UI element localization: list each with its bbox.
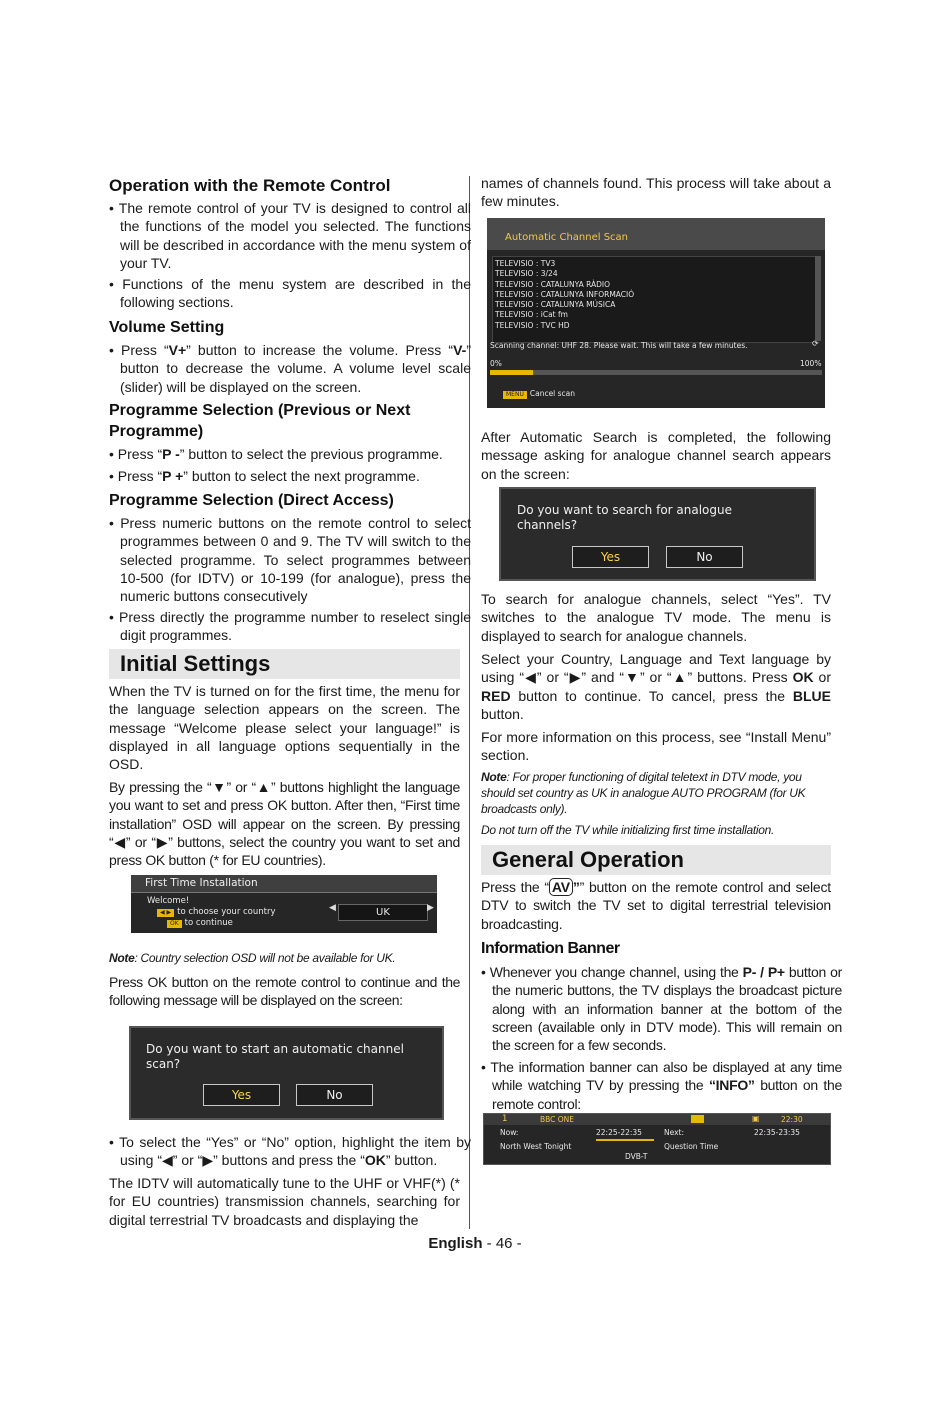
fti-title: First Time Installation [145, 877, 258, 889]
banner-next-programme: Question Time [664, 1142, 719, 1151]
volume-heading: Volume Setting [109, 319, 225, 336]
fti-country-select[interactable]: UK [338, 904, 428, 921]
banner-channel-number: 1 [502, 1114, 508, 1124]
note-teletext: Note: For proper functioning of digital teletext in DTV mode, you should set country as UK in analogue AUTO PROGRAM (for UK broadcasts only). [481, 770, 806, 816]
scan-progress-end: 100% [800, 359, 822, 368]
scan-channel-list [492, 256, 816, 343]
page-footer [0, 1235, 950, 1252]
fti-welcome: Welcome! [147, 896, 190, 906]
banner-now-programme: North West Tonight [500, 1142, 572, 1151]
volume-bullet: • Press “V+” button to increase the volume. Press “V-” button to decrease the volume. A volume level scale (slider) will be displayed on the screen. [109, 342, 471, 395]
direct-bullet-1: • Press numeric buttons on the remote control to select programmes between 0 and 9. The TV will switch to the selected programme. To select programmes between 10-500 (for IDTV) or 10-199 (for analogue), press the numeric buttons consecutively [109, 515, 471, 605]
banner-channel-name: BBC ONE [540, 1115, 575, 1124]
scan-channel-item: TELEVISIO : CATALUNYA MÚSICA [495, 300, 616, 310]
scan-channel-item: TELEVISIO : CATALUNYA RÀDIO [495, 279, 611, 289]
information-banner-heading: Information Banner [481, 940, 620, 957]
yes-no-bullet: • To select the “Yes” or “No” option, highlight the item by using “◀” or “▶” buttons and press the “OK” button. [109, 1134, 471, 1169]
scan-progress-start: 0% [490, 359, 502, 368]
information-banner [483, 1113, 831, 1165]
banner-time: 22:30 [781, 1115, 803, 1124]
chevron-left-icon: ◀ [329, 903, 336, 913]
banner-progress [596, 1139, 654, 1141]
after-search-paragraph: After Automatic Search is completed, the following message asking for analogue channel search appears on the screen: [481, 429, 831, 482]
select-country-paragraph: Select your Country, Language and Text language by using “◀” or “▶” and “▼” or “▲” buttons. Press OK or RED button to continue. To cancel, press the BLUE button. [481, 651, 831, 722]
menu-key-icon: MENU [503, 391, 527, 399]
initial-paragraph-1: When the TV is turned on for the first time, the menu for the language selection appears on the screen. The message “Welcome please select your language!” is displayed in all language options sequentially in the OSD. [109, 683, 460, 773]
tv-icon: ▣ [752, 1114, 760, 1123]
subtitle-icon [691, 1115, 704, 1123]
banner-now-time: 22:25-22:35 [596, 1128, 642, 1137]
info-bullet-1: • Whenever you change channel, using the P- / P+ button or the numeric buttons, the TV displays the broadcast picture along with an information banner at the bottom of the screen (available only in DTV mode). This will remain on the screen for a few seconds. [481, 964, 842, 1054]
scan-status: Scanning channel: UHF 28. Please wait. This will take a few minutes. [490, 341, 748, 350]
banner-next-time: 22:35-23:35 [754, 1128, 800, 1137]
av-key-icon: AV [549, 878, 573, 896]
auto-scan-no-button[interactable]: No [296, 1084, 373, 1106]
general-operation-heading: General Operation [481, 845, 831, 875]
scan-progress-fill [490, 370, 533, 375]
first-time-installation-screen [131, 875, 437, 933]
remote-bullet-2: • Functions of the menu system are described in the following sections. [109, 276, 472, 311]
scan-progress-bar [490, 370, 822, 375]
analogue-no-button[interactable]: No [666, 546, 743, 568]
direct-bullet-2: • Press directly the programme number to reselect single digit programmes. [109, 609, 471, 644]
scan-title: Automatic Channel Scan [505, 232, 629, 243]
programme-heading: Programme Selection (Previous or Next Programme) [109, 402, 411, 440]
info-bullet-2: • The information banner can also be displayed at any time while watching TV by pressing the “INFO” button on the remote control: [481, 1059, 842, 1112]
general-operation-paragraph: Press the “ AV ”” button on the remote control and select DTV to switch the TV set to digital terrestrial television broadcasting. [481, 879, 831, 932]
chevron-right-icon: ▶ [427, 903, 434, 913]
programme-bullet-2: • Press “P +” button to select the next programme. [109, 468, 420, 484]
scrollbar[interactable] [815, 256, 821, 341]
search-analogue-paragraph: To search for analogue channels, select “Yes”. TV switches to the analogue TV mode. The menu is displayed to search for analogue channels. [481, 591, 831, 644]
banner-next-label: Next: [664, 1128, 684, 1137]
scan-channel-item: TELEVISIO : iCat fm [495, 310, 568, 320]
continuation-paragraph: names of channels found. This process will take about a few minutes. [481, 175, 831, 210]
auto-scan-yes-button[interactable]: Yes [203, 1084, 280, 1106]
note-do-not-turn-off: Do not turn off the TV while initializing first time installation. [481, 823, 775, 837]
analogue-yes-button[interactable]: Yes [572, 546, 649, 568]
press-ok-paragraph: Press OK button on the remote control to continue and the following message will be displayed on the screen: [109, 974, 460, 1009]
remote-heading: Operation with the Remote Control [109, 176, 391, 195]
scan-cancel-label: Cancel scan [529, 389, 576, 398]
auto-scan-question: Do you want to start an automatic channel scan? [146, 1042, 404, 1071]
scan-channel-item: TELEVISIO : 3/24 [495, 269, 558, 279]
scan-channel-item: TELEVISIO : TVC HD [495, 320, 570, 330]
analogue-question: Do you want to search for analogue channels? [517, 503, 732, 532]
footer-page-number: - 46 - [482, 1235, 522, 1252]
auto-scan-dialog [129, 1026, 444, 1120]
direct-access-heading: Programme Selection (Direct Access) [109, 492, 394, 509]
scan-channel-item: TELEVISIO : CATALUNYA INFORMACIÓ [495, 289, 635, 299]
banner-source: DVB-T [625, 1152, 648, 1161]
analogue-search-dialog [499, 487, 816, 581]
refresh-icon: ⟳ [812, 339, 819, 348]
note-country: Note: Country selection OSD will not be available for UK. [109, 951, 396, 965]
scan-channel-item: TELEVISIO : TV3 [495, 259, 556, 268]
initial-settings-heading: Initial Settings [109, 649, 460, 679]
idtv-paragraph: The IDTV will automatically tune to the UHF or VHF(*) (* for EU countries) transmission channels, searching for digital terrestrial TV broadcasts and displaying the [109, 1175, 460, 1228]
remote-bullet-1: • The remote control of your TV is designed to control all the functions of the model you selected. The functions will be described in accordance with the menu system of your TV. [109, 200, 471, 271]
channel-scan-screen [487, 218, 825, 408]
fti-continue: to continue [184, 918, 233, 928]
left-right-keys-icon: ◀ ▶ [157, 909, 174, 917]
programme-bullet-1: • Press “P -” button to select the previous programme. [109, 446, 443, 462]
banner-now-label: Now: [500, 1128, 519, 1137]
fti-choose: to choose your country [177, 907, 276, 917]
column-divider [469, 176, 470, 1229]
more-info-paragraph: For more information on this process, see “Install Menu” section. [481, 729, 831, 764]
footer-language: English [428, 1235, 483, 1252]
ok-key-icon: OK [167, 920, 182, 928]
initial-paragraph-2: By pressing the “▼” or “▲” buttons highlight the language you want to set and press OK button. After then, “First time installation” OSD will appear on the screen. By pressing “◀” or “▶” buttons, select the country you want to set and press OK button (* for EU countries). [109, 779, 460, 869]
